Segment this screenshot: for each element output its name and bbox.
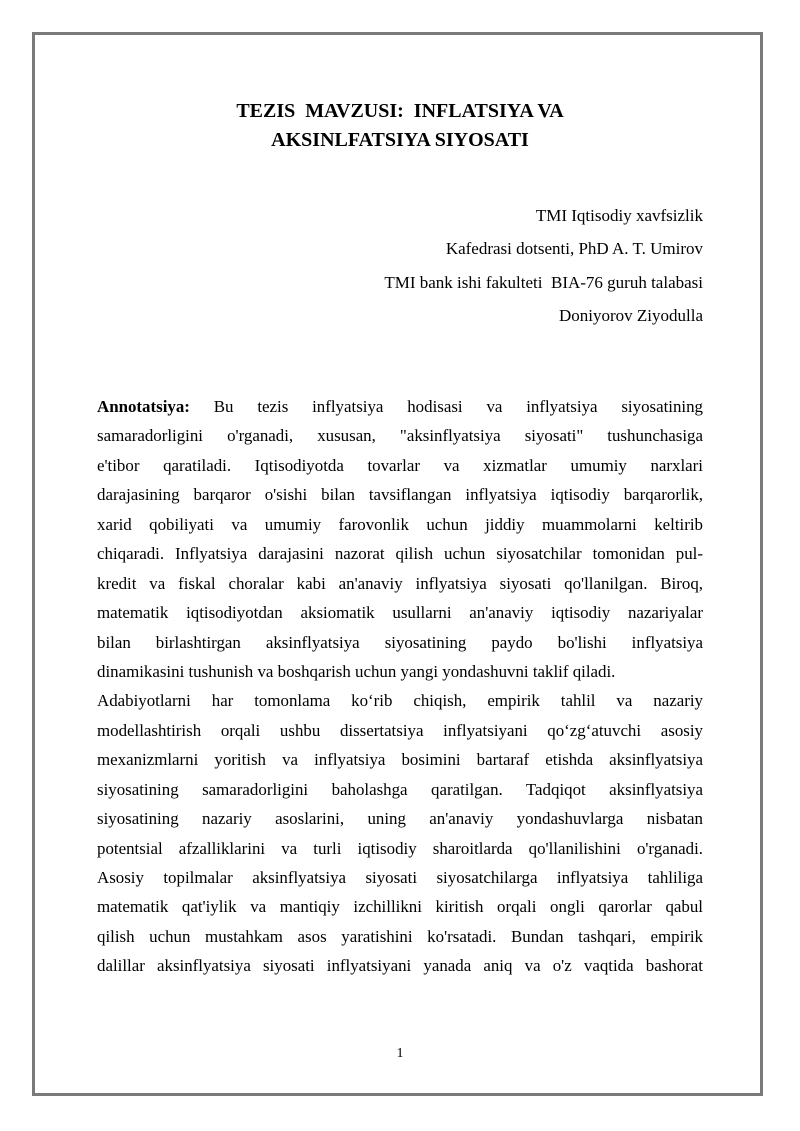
- abstract-line: e'tibor qaratiladi. Iqtisodiyotda tovarlar va xizmatlar umumiy narxlari: [97, 455, 703, 475]
- abstract-line: xarid qobiliyati va umumiy farovonlik uchun jiddiy muammolarni keltirib: [97, 514, 703, 534]
- abstract-line: samaradorligini o'rganadi, xususan, "aksinflyatsiya siyosati" tushunchasiga: [97, 426, 703, 446]
- abstract-line: darajasining barqaror o'sishi bilan tavsiflangan inflyatsiya iqtisodiy barqarorlik,: [97, 485, 703, 505]
- abstract-line: siyosatining samaradorligini baholashga qaratilgan. Tadqiqot aksinflyatsiya: [97, 779, 703, 799]
- abstract-line: kredit va fiskal choralar kabi an'anaviy inflyatsiya siyosati qo'llanilgan. Biroq,: [97, 573, 703, 593]
- abstract-line: siyosatining nazariy asoslarini, uning an'anaviy yondashuvlarga nisbatan: [97, 809, 703, 829]
- abstract-line-text: Bu tezis inflyatsiya hodisasi va inflyatsiya siyosatining: [213, 397, 703, 416]
- abstract-line: qilish uchun mustahkam asos yaratishini ko'rsatadi. Bundan tashqari, empirik: [97, 926, 703, 946]
- abstract-line: Adabiyotlarni har tomonlama ko‘rib chiqish, empirik tahlil va nazariy: [97, 691, 703, 711]
- abstract-line: matematik qat'iylik va mantiqiy izchillikni kiritish orqali ongli qarorlar qabul: [97, 897, 703, 917]
- abstract-line: dinamikasini tushunish va boshqarish uchun yangi yondashuvni taklif qiladi.: [97, 661, 616, 681]
- title-line: AKSINLFATSIYA SIYOSATI: [271, 129, 529, 151]
- abstract-line: potentsial afzalliklarini va turli iqtisodiy sharoitlarda qo'llanilishini o'rganadi.: [97, 838, 703, 858]
- abstract-line: Asosiy topilmalar aksinflyatsiya siyosati siyosatchilarga inflyatsiya tahliliga: [97, 868, 703, 887]
- abstract: [97, 392, 703, 981]
- author-block: [384, 199, 703, 332]
- abstract-line: matematik iqtisodiyotdan aksiomatik usullarni an'anaviy iqtisodiy nazariyalar: [97, 603, 703, 623]
- abstract-label: Annotatsiya:: [97, 397, 190, 416]
- document-title: [150, 97, 650, 155]
- abstract-line: dalillar aksinflyatsiya siyosati inflyatsiyani yanada aniq va o'z vaqtida bashorat: [97, 956, 703, 976]
- abstract-line: chiqaradi. Inflyatsiya darajasini nazorat qilish uchun siyosatchilar tomonidan pul-: [97, 544, 703, 564]
- author-affiliation: TMI Iqtisodiy xavfsizlik: [535, 206, 703, 225]
- page-number: 1: [396, 1046, 404, 1061]
- author-position: Kafedrasi dotsenti, PhD A. T. Umirov: [445, 239, 703, 259]
- title-line: TEZIS MAVZUSI: INFLATSIYA VA: [236, 100, 564, 122]
- abstract-line: [97, 392, 703, 421]
- abstract-line: bilan birlashtirgan aksinflyatsiya siyosatining paydo bo'lishi inflyatsiya: [97, 632, 703, 652]
- student-name: Doniyorov Ziyodulla: [558, 305, 703, 325]
- abstract-line: mexanizmlarni yoritish va inflyatsiya bosimini bartaraf etishda aksinflyatsiya: [97, 750, 703, 770]
- abstract-line: modellashtirish orqali ushbu dissertatsiya inflyatsiyani qo‘zg‘atuvchi asosiy: [97, 720, 703, 740]
- student-affiliation: TMI bank ishi fakulteti BIA-76 guruh talabasi: [384, 272, 703, 292]
